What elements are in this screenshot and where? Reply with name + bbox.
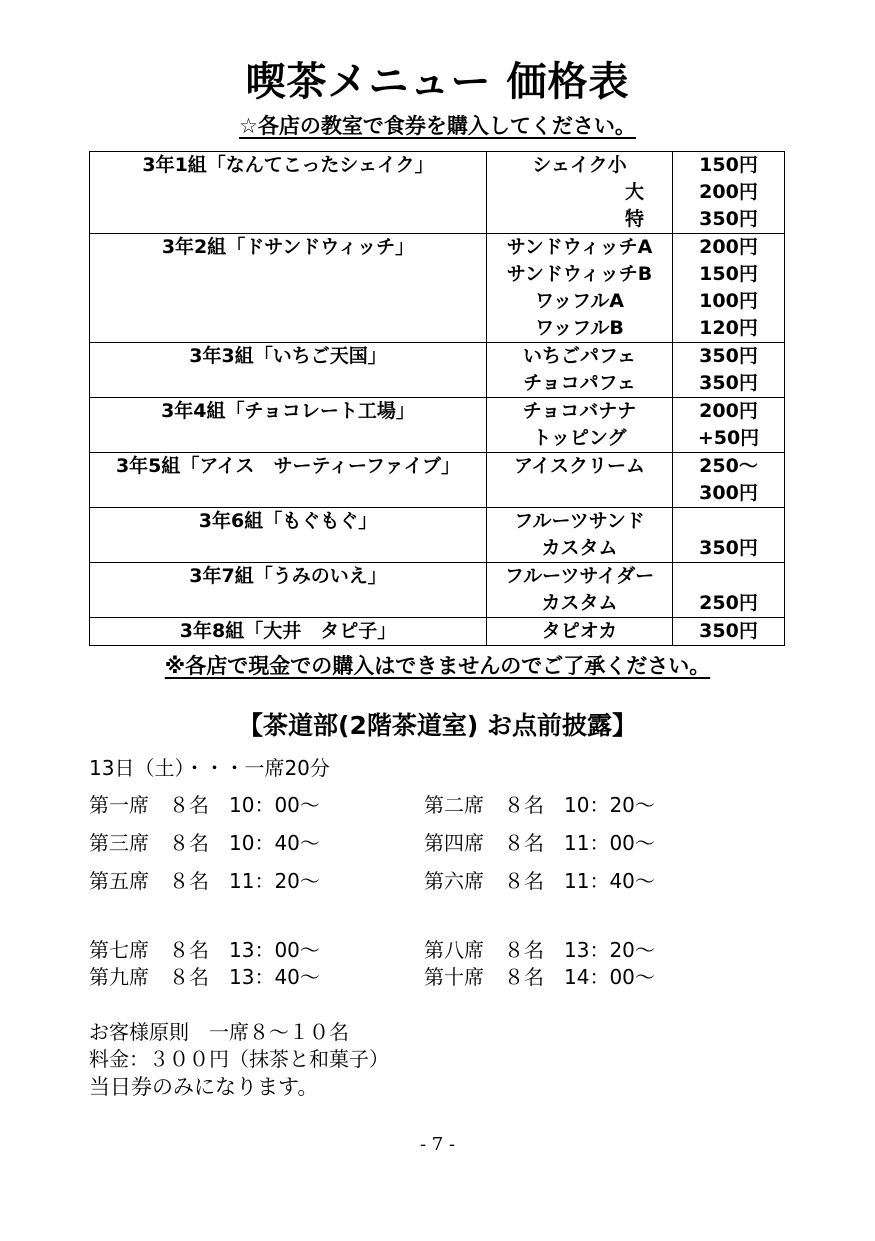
menu-prices: [673, 152, 785, 234]
session-10: 第十席 ８名 14：00～: [424, 965, 655, 989]
session-4: 第四席 ８名 11：00～: [424, 831, 655, 855]
menu-items: [487, 508, 673, 563]
menu-price: 350円: [699, 372, 758, 394]
menu-items: [487, 234, 673, 343]
tea-date-line: 13日（土）・・・一席20分: [89, 756, 330, 780]
page-title: 喫茶メニュー 価格表: [245, 59, 630, 105]
shop-name: 3年5組「アイス サーティーファイブ」: [90, 453, 487, 508]
session-3: 第三席 ８名 10：40～: [89, 831, 320, 855]
menu-price: 200円: [699, 400, 758, 422]
menu-row: [90, 398, 785, 453]
menu-price: +50円: [697, 427, 760, 449]
menu-item: カスタム: [541, 592, 618, 614]
menu-prices: [673, 508, 785, 563]
session-5: 第五席 ８名 11：20～: [89, 869, 320, 893]
menu-price: 300円: [699, 482, 758, 504]
menu-item: フルーツサンド: [514, 510, 645, 532]
menu-item: カスタム: [541, 537, 618, 559]
menu-items: [487, 618, 673, 646]
shop-name: 3年2組「ドサンドウィッチ」: [90, 234, 487, 343]
menu-price-table: [89, 151, 785, 646]
menu-prices: [673, 343, 785, 398]
menu-price: 150円: [699, 263, 758, 285]
fee-note: 料金：３００円（抹茶と和菓子）: [89, 1047, 389, 1071]
menu-item: 特: [624, 208, 644, 230]
session-7: 第七席 ８名 13：00～: [89, 938, 320, 962]
menu-prices: [673, 398, 785, 453]
menu-item: アイスクリーム: [513, 455, 646, 477]
menu-row: [90, 234, 785, 343]
menu-row: [90, 563, 785, 618]
tea-ceremony-heading: 【茶道部(2階茶道室) お点前披露】: [238, 711, 637, 740]
menu-item: 大: [624, 181, 644, 203]
menu-items: [487, 152, 673, 234]
shop-name: 3年6組「もぐもぐ」: [90, 508, 487, 563]
menu-price: 350円: [699, 345, 758, 367]
session-8: 第八席 ８名 13：20～: [424, 938, 655, 962]
cash-notice: ※各店で現金での購入はできませんのでご了承ください。: [164, 654, 711, 678]
menu-items: [487, 563, 673, 618]
shop-name: 3年3組「いちご天国」: [90, 343, 487, 398]
menu-items: [487, 453, 673, 508]
menu-price: 350円: [699, 620, 758, 642]
menu-price: 250円: [699, 592, 758, 614]
capacity-note: お客様原則 一席８～１０名: [89, 1020, 349, 1044]
shop-name: 3年1組「なんてこったシェイク」: [90, 152, 487, 234]
menu-row: [90, 343, 785, 398]
menu-price: [673, 563, 784, 590]
menu-item: フルーツサイダー: [504, 565, 655, 587]
menu-price: 350円: [699, 537, 758, 559]
session-6: 第六席 ８名 11：40～: [424, 869, 655, 893]
shop-name: 3年7組「うみのいえ」: [90, 563, 487, 618]
menu-item: ワッフルA: [535, 290, 624, 312]
menu-price: 200円: [699, 236, 758, 258]
menu-item: チョコバナナ: [522, 400, 637, 422]
menu-prices: [673, 563, 785, 618]
menu-item: サンドウィッチA: [506, 236, 653, 258]
menu-price: 150円: [699, 154, 758, 176]
menu-items: [487, 343, 673, 398]
page-number: - 7 -: [419, 1134, 456, 1155]
menu-price: 100円: [699, 290, 758, 312]
ticket-note: 当日券のみになります。: [89, 1075, 319, 1099]
session-9: 第九席 ８名 13：40～: [89, 965, 320, 989]
menu-row: [90, 618, 785, 646]
menu-prices: [673, 234, 785, 343]
menu-item: シェイク小: [532, 154, 627, 176]
menu-prices: [673, 618, 785, 646]
menu-item: チョコパフェ: [523, 372, 636, 394]
menu-prices: [673, 453, 785, 508]
menu-price: 120円: [699, 317, 758, 339]
ticket-instruction: ☆各店の教室で食券を購入してください。: [239, 114, 636, 138]
menu-item: トッピング: [532, 427, 627, 449]
menu-item: サンドウィッチB: [506, 263, 653, 285]
shop-name: 3年4組「チョコレート工場」: [90, 398, 487, 453]
menu-price: [673, 508, 784, 535]
menu-row: [90, 508, 785, 563]
menu-items: [487, 398, 673, 453]
menu-item: ワッフルB: [535, 317, 624, 339]
menu-item: いちごパフェ: [522, 345, 637, 367]
session-2: 第二席 ８名 10：20～: [424, 793, 655, 817]
menu-item: タピオカ: [541, 620, 618, 642]
menu-row: [90, 453, 785, 508]
menu-row: [90, 152, 785, 234]
shop-name: 3年8組「大井 タピ子」: [90, 618, 487, 646]
menu-price: 250～: [699, 455, 758, 477]
session-1: 第一席 ８名 10：00～: [89, 793, 320, 817]
menu-price: 350円: [699, 208, 758, 230]
menu-price: 200円: [699, 181, 758, 203]
